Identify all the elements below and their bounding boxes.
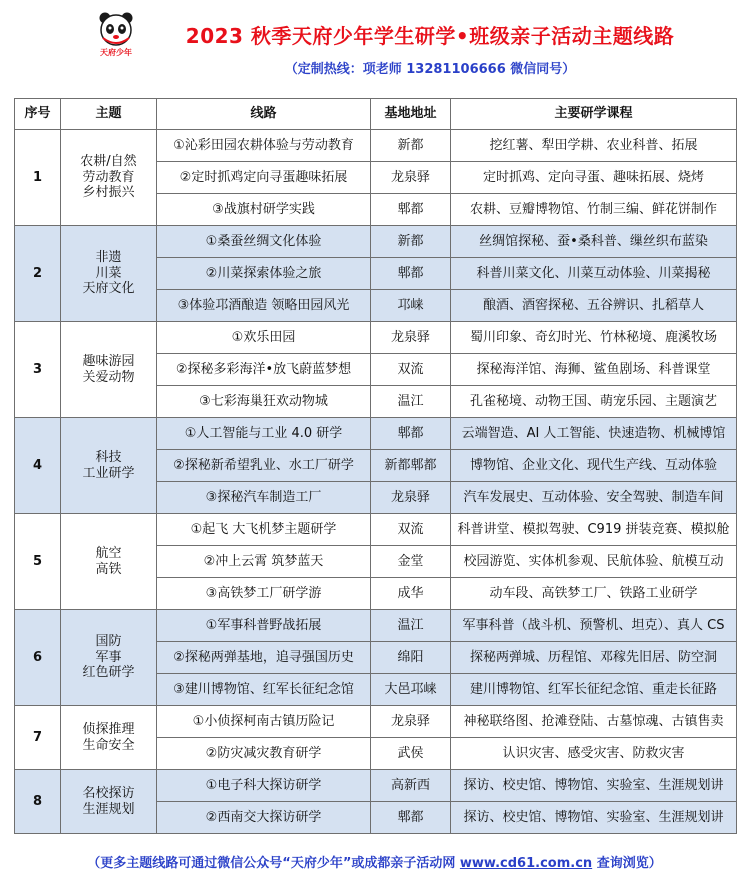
topic-line: 军事 — [95, 649, 122, 665]
courses-cell: 博物馆、企业文化、现代生产线、互动体验 — [451, 450, 737, 482]
base-location-cell: 温江 — [371, 610, 451, 642]
topic-cell — [61, 322, 157, 418]
base-location-cell: 郫都 — [371, 194, 451, 226]
table-row — [15, 226, 737, 258]
route-cell: ②探秘两弹基地，追寻强国历史 — [157, 642, 371, 674]
base-location-cell: 高新西 — [371, 770, 451, 802]
row-number: 4 — [15, 418, 61, 514]
courses-cell: 军事科普（战斗机、预警机、坦克）、真人 CS — [451, 610, 737, 642]
route-cell: ③建川博物馆、红军长征纪念馆 — [157, 674, 371, 706]
base-location-cell: 双流 — [371, 514, 451, 546]
topic-line: 农耕/自然 — [80, 154, 137, 170]
topic-line: 劳动教育 — [82, 169, 135, 185]
route-cell: ①小侦探柯南古镇历险记 — [157, 706, 371, 738]
route-cell: ③高铁梦工厂研学游 — [157, 578, 371, 610]
route-cell: ③七彩海巢狂欢动物城 — [157, 386, 371, 418]
route-cell: ③探秘汽车制造工厂 — [157, 482, 371, 514]
topic-cell — [61, 514, 157, 610]
row-number: 5 — [15, 514, 61, 610]
col-header-base: 基地地址 — [371, 99, 451, 130]
courses-cell: 科普川菜文化、川菜互动体验、川菜揭秘 — [451, 258, 737, 290]
base-location-cell: 郫都 — [371, 258, 451, 290]
topic-line: 红色研学 — [82, 665, 135, 681]
route-cell: ③体验邛酒酿造 领略田园风光 — [157, 290, 371, 322]
courses-cell: 孔雀秘境、动物王国、萌宠乐园、主题演艺 — [451, 386, 737, 418]
tianfu-shaonian-logo — [92, 8, 140, 58]
topic-line: 乡村振兴 — [82, 185, 135, 201]
col-header-route: 线路 — [157, 99, 371, 130]
footer-note — [0, 852, 749, 871]
route-cell: ②探秘新希望乳业、水工厂研学 — [157, 450, 371, 482]
route-table — [14, 98, 737, 834]
courses-cell: 神秘联络图、抢滩登陆、古墓惊魂、古镇售卖 — [451, 706, 737, 738]
base-location-cell: 大邑邛崃 — [371, 674, 451, 706]
table-row — [15, 706, 737, 738]
base-location-cell: 金堂 — [371, 546, 451, 578]
footer-prefix: （更多主题线路可通过微信公众号“天府少年”或成都亲子活动网 — [87, 856, 460, 871]
col-header-topic: 主题 — [61, 99, 157, 130]
footer-suffix: 查询浏览） — [592, 856, 662, 871]
row-number: 1 — [15, 130, 61, 226]
base-location-cell: 郫都 — [371, 802, 451, 834]
route-cell: ②冲上云霄 筑梦蓝天 — [157, 546, 371, 578]
courses-cell: 酿酒、酒窖探秘、五谷辨识、扎稻草人 — [451, 290, 737, 322]
col-header-courses: 主要研学课程 — [451, 99, 737, 130]
topic-line: 生涯规划 — [82, 801, 135, 817]
table-row — [15, 322, 737, 354]
courses-cell: 探访、校史馆、博物馆、实验室、生涯规划讲 — [451, 802, 737, 834]
route-cell: ①沁彩田园农耕体验与劳动教育 — [157, 130, 371, 162]
courses-cell: 探访、校史馆、博物馆、实验室、生涯规划讲 — [451, 770, 737, 802]
courses-cell: 汽车发展史、互动体验、安全驾驶、制造车间 — [451, 482, 737, 514]
row-number: 3 — [15, 322, 61, 418]
topic-line: 非遗 — [95, 250, 122, 266]
table-row — [15, 770, 737, 802]
topic-line: 天府文化 — [82, 281, 135, 297]
base-location-cell: 新都 — [371, 130, 451, 162]
topic-line: 关爱动物 — [82, 369, 135, 385]
topic-line: 趣味游园 — [82, 353, 135, 369]
topic-line: 川菜 — [95, 265, 122, 281]
courses-cell: 云端智造、AI 人工智能、快速造物、机械博馆 — [451, 418, 737, 450]
topic-cell — [61, 226, 157, 322]
base-location-cell: 成华 — [371, 578, 451, 610]
route-cell: ②定时抓鸡定向寻蛋趣味拓展 — [157, 162, 371, 194]
topic-cell — [61, 706, 157, 770]
topic-line: 科技 — [95, 449, 122, 465]
courses-cell: 定时抓鸡、定向寻蛋、趣味拓展、烧烤 — [451, 162, 737, 194]
row-number: 6 — [15, 610, 61, 706]
base-location-cell: 龙泉驿 — [371, 706, 451, 738]
route-cell: ①军事科普野战拓展 — [157, 610, 371, 642]
logo-text: 天府少年 — [100, 48, 132, 57]
route-cell: ②川菜探索体验之旅 — [157, 258, 371, 290]
hotline-info: （定制热线：项老师 13281106666 微信同号） — [284, 62, 576, 77]
route-cell: ①起飞 大飞机梦主题研学 — [157, 514, 371, 546]
base-location-cell: 龙泉驿 — [371, 162, 451, 194]
courses-cell: 丝绸馆探秘、蚕•桑科普、缫丝织布蓝染 — [451, 226, 737, 258]
table-row — [15, 130, 737, 162]
base-location-cell: 龙泉驿 — [371, 322, 451, 354]
route-cell: ②探秘多彩海洋•放飞蔚蓝梦想 — [157, 354, 371, 386]
route-cell: ①电子科大探访研学 — [157, 770, 371, 802]
topic-line: 航空 — [95, 545, 122, 561]
route-cell: ③战旗村研学实践 — [157, 194, 371, 226]
topic-cell — [61, 610, 157, 706]
courses-cell: 认识灾害、感受灾害、防救灾害 — [451, 738, 737, 770]
page-title: 2023 秋季天府少年学生研学•班级亲子活动主题线路 — [185, 24, 675, 48]
courses-cell: 建川博物馆、红军长征纪念馆、重走长征路 — [451, 674, 737, 706]
row-number: 2 — [15, 226, 61, 322]
route-cell: ①欢乐田园 — [157, 322, 371, 354]
table-row — [15, 514, 737, 546]
col-header-num: 序号 — [15, 99, 61, 130]
courses-cell: 动车段、高铁梦工厂、铁路工业研学 — [451, 578, 737, 610]
base-location-cell: 新都 — [371, 226, 451, 258]
topic-cell — [61, 418, 157, 514]
topic-line: 侦探推理 — [82, 721, 135, 737]
base-location-cell: 新都郫都 — [371, 450, 451, 482]
courses-cell: 挖红薯、犁田学耕、农业科普、拓展 — [451, 130, 737, 162]
topic-line: 高铁 — [95, 561, 122, 577]
row-number: 8 — [15, 770, 61, 834]
row-number: 7 — [15, 706, 61, 770]
route-cell: ①桑蚕丝绸文化体验 — [157, 226, 371, 258]
table-header-row — [15, 99, 737, 130]
courses-cell: 科普讲堂、模拟驾驶、C919 拼装竞赛、模拟舱 — [451, 514, 737, 546]
topic-line: 名校探访 — [82, 785, 135, 801]
topic-cell — [61, 130, 157, 226]
courses-cell: 探秘两弹城、历程馆、邓稼先旧居、防空洞 — [451, 642, 737, 674]
route-cell: ②防灾减灾教育研学 — [157, 738, 371, 770]
base-location-cell: 龙泉驿 — [371, 482, 451, 514]
topic-line: 生命安全 — [82, 737, 135, 753]
topic-cell — [61, 770, 157, 834]
website-link[interactable]: www.cd61.com.cn — [459, 856, 593, 871]
base-location-cell: 郫都 — [371, 418, 451, 450]
table-row — [15, 610, 737, 642]
courses-cell: 校园游览、实体机参观、民航体验、航模互动 — [451, 546, 737, 578]
courses-cell: 探秘海洋馆、海狮、鲨鱼剧场、科普课堂 — [451, 354, 737, 386]
base-location-cell: 双流 — [371, 354, 451, 386]
topic-line: 国防 — [95, 634, 122, 650]
courses-cell: 蜀川印象、奇幻时光、竹林秘境、鹿溪牧场 — [451, 322, 737, 354]
base-location-cell: 绵阳 — [371, 642, 451, 674]
topic-line: 工业研学 — [82, 465, 135, 481]
base-location-cell: 邛崃 — [371, 290, 451, 322]
route-cell: ②西南交大探访研学 — [157, 802, 371, 834]
route-cell: ①人工智能与工业 4.0 研学 — [157, 418, 371, 450]
table-row — [15, 418, 737, 450]
courses-cell: 农耕、豆瓣博物馆、竹制三编、鲜花饼制作 — [451, 194, 737, 226]
base-location-cell: 武侯 — [371, 738, 451, 770]
table-body — [15, 130, 737, 834]
base-location-cell: 温江 — [371, 386, 451, 418]
